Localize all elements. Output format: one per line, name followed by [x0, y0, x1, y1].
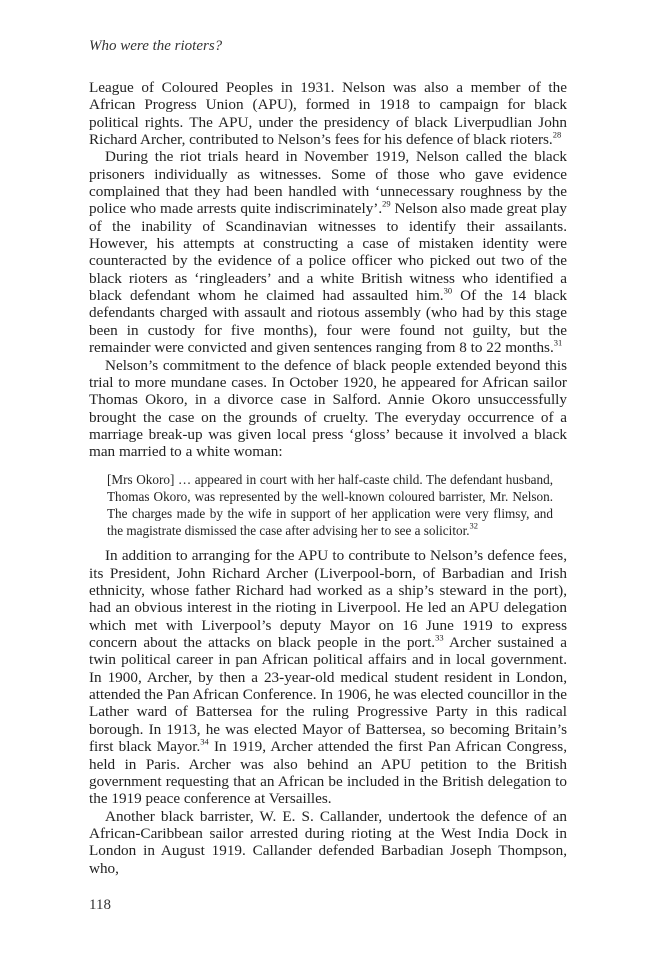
paragraph-text: Archer sustained a twin political career in pan African political affairs and in local government. In 1900, Archer, by then a 23-year-old medical student resident in London, attended the Pan African Conference. In 1906, he was elected councillor in the Lather ward of Battersea for the ruling Progressive Party in this radical borough. In 1913, he was elected Mayor of Battersea, so becoming Britain’s first black Mayor.: [89, 634, 567, 756]
footnote-ref[interactable]: 34: [200, 736, 209, 747]
paragraph-text: Another black barrister, W. E. S. Callander, undertook the defence of an African-Caribbean sailor arrested during rioting at the West India Dock in London in August 1919. Callander defended Barbadian Joseph Thompson, who,: [89, 807, 567, 877]
paragraph-2: [89, 148, 567, 356]
paragraph-3: [89, 357, 567, 461]
paragraph-text: In 1919, Archer attended the first Pan African Congress, held in Paris. Archer was also behind an APU petition to the British government requesting that an African be included in the British delegation to the 1919 peace conference at Versailles.: [89, 738, 567, 808]
block-quote: [107, 471, 553, 540]
body-text: [89, 79, 567, 877]
paragraph-text: League of Coloured Peoples in 1931. Nelson was also a member of the African Progress Union (APU), formed in 1918 to campaign for black political rights. The APU, under the presidency of black Liverpudlian John Richard Archer, contributed to Nelson’s fees for his defence of black rioters.: [89, 79, 567, 149]
paragraph-5: [89, 808, 567, 877]
quote-text: [Mrs Okoro] … appeared in court with her half-caste child. The defendant husband, Thomas Okoro, was represented by the well-known coloured barrister, Mr. Nelson. The charges made by the wife in support of her application were very flimsy, and the magistrate dismissed the case after advising her to see a solicitor.: [107, 471, 553, 539]
footnote-ref[interactable]: 31: [553, 337, 563, 348]
footnote-ref[interactable]: 30: [443, 285, 453, 296]
paragraph-text: Nelson’s commitment to the defence of black people extended beyond this trial to more mundane cases. In October 1920, he appeared for African sailor Thomas Okoro, in a divorce case in Salford. Annie Okoro unsuccessfully brought the case on the grounds of cruelty. The everyday occurrence of a marriage break-up was given local press ‘gloss’ because it involved a black man married to a white woman:: [89, 356, 567, 461]
paragraph-1: [89, 79, 567, 148]
paragraph-text: Of the 14 black defendants charged with assault and riotous assembly (who had by this stage been in custody for five months), four were found not guilty, but the remainder were convicted and given sentences ranging from 8 to 22 months.: [89, 287, 567, 357]
footnote-ref[interactable]: 32: [469, 520, 479, 531]
page-number: 118: [89, 897, 111, 913]
footnote-ref[interactable]: 28: [552, 129, 562, 140]
paragraph-4: [89, 547, 567, 807]
running-head: Who were the rioters?: [89, 38, 223, 54]
footnote-ref[interactable]: 33: [435, 632, 444, 643]
footnote-ref[interactable]: 29: [382, 199, 391, 210]
paragraph-text: During the riot trials heard in November 1919, Nelson called the black prisoners individually as witnesses. Some of those who gave evidence complained that they had been handled with ‘unnecessary roughness by the police who made arrests quite indiscriminately’.: [89, 148, 567, 218]
paragraph-text: In addition to arranging for the APU to contribute to Nelson’s defence fees, its President, John Richard Archer (Liverpool-born, of Barbadian and Irish ethnicity, whose father Richard had worked as a ship’s steward in the port), had an obvious interest in the rioting in Liverpool. He led an APU delegation which met with Liverpool’s deputy Mayor on 16 June 1919 to express concern about the attacks on black people in the port.: [89, 547, 567, 652]
paragraph-text: Nelson also made great play of the inability of Scandinavian witnesses to identify their assailants. However, his attempts at constructing a case of mistaken identity were counteracted by the evidence of a police officer who picked out two of the black rioters as ‘ringleaders’ and a white British witness who identified a black defendant whom he claimed had assaulted him.: [89, 200, 567, 305]
